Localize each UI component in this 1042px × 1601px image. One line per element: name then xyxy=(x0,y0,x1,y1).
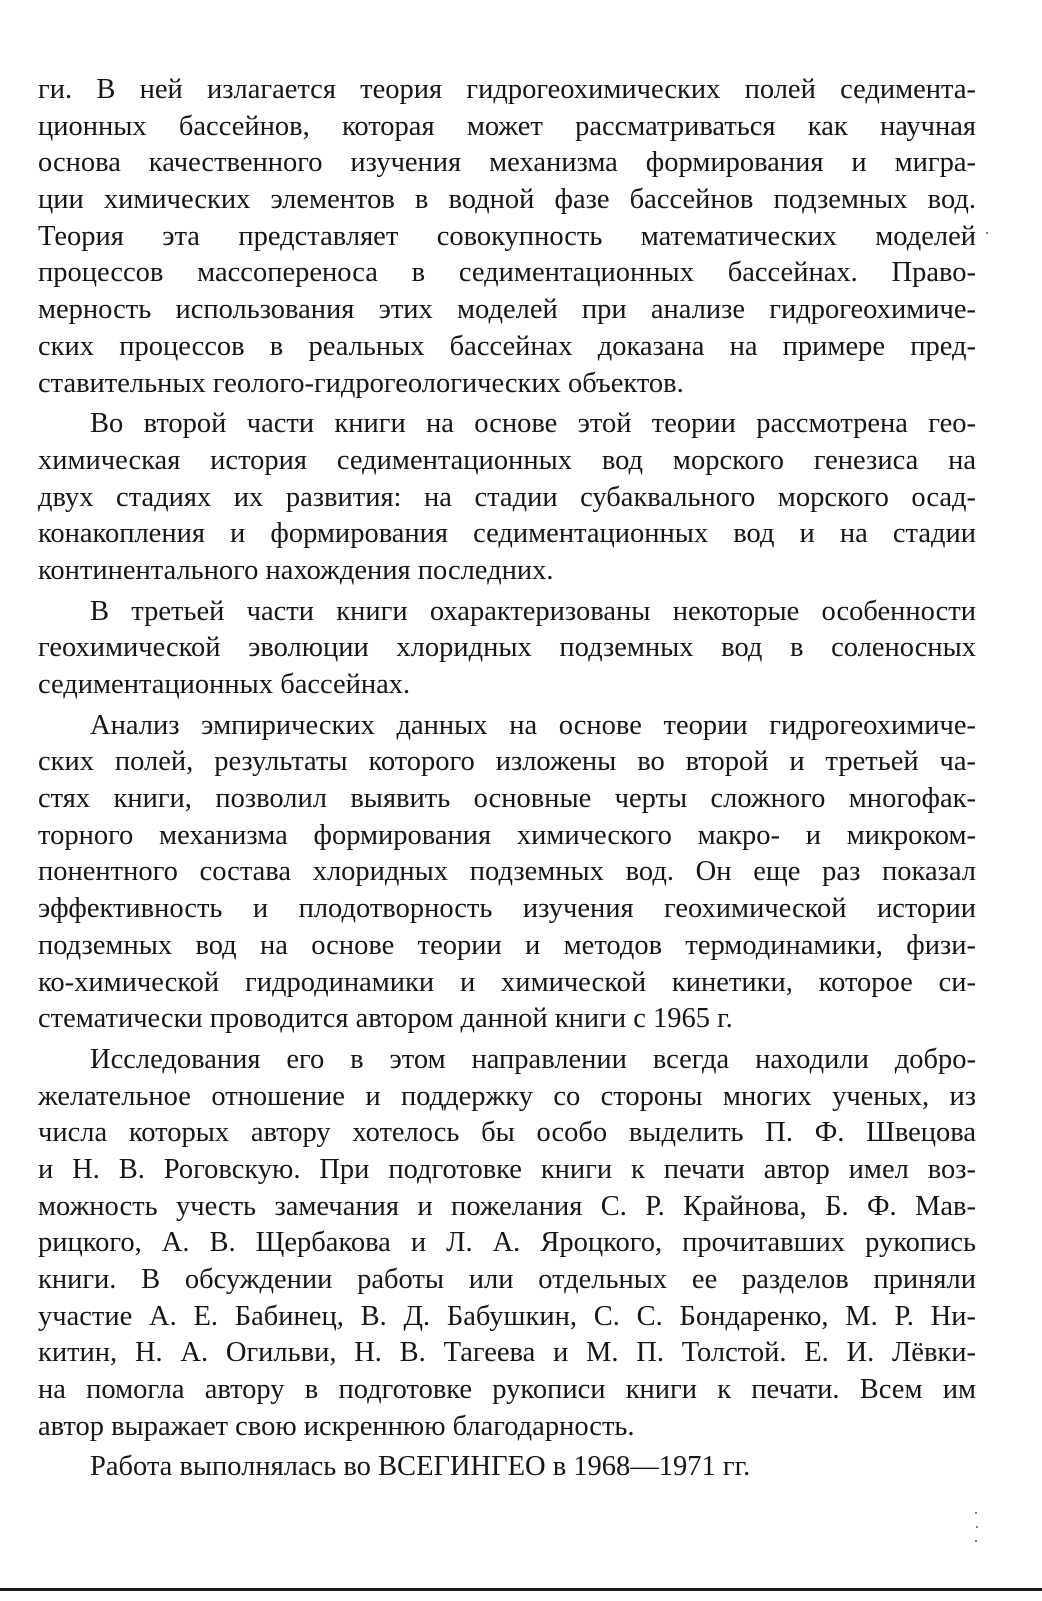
text-line: Исследования его в этом направлении всегда находили добро- xyxy=(90,1043,976,1075)
page-text xyxy=(38,72,976,1486)
text-line: Теория эта представляет совокупность математических моделей xyxy=(38,220,976,252)
text-line: книги. В обсуждении работы или отдельных ее разделов приняли xyxy=(38,1264,976,1295)
text-line: континентального нахождения последних. xyxy=(38,554,554,586)
text-line: понентного состава хлоридных подземных вод. Он еще раз показал xyxy=(38,856,976,888)
text-line: ко-химической гидродинамики и химической кинетики, которое си- xyxy=(38,966,976,998)
text-line: ционных бассейнов, которая может рассматриваться как научная xyxy=(38,110,976,142)
text-line: Во второй части книги на основе этой теории рассмотрена гео- xyxy=(90,408,976,440)
paragraph-3 xyxy=(38,594,976,704)
scan-speck xyxy=(975,1540,977,1542)
paragraph-4 xyxy=(38,708,976,1038)
text-line: стематически проводится автором данной книги с 1965 г. xyxy=(38,1003,733,1035)
text-line: числа которых автору хотелось бы особо выделить П. Ф. Швецова xyxy=(38,1117,976,1149)
text-line: участие А. Е. Бабинец, В. Д. Бабушкин, С. С. Бондаренко, М. Р. Ни- xyxy=(38,1300,976,1332)
text-line: ции химических элементов в водной фазе бассейнов подземных вод. xyxy=(38,184,976,216)
text-line: рицкого, А. В. Щербакова и Л. А. Яроцкого, прочитавших рукопись xyxy=(38,1227,976,1259)
text-line: подземных вод на основе теории и методов термодинамики, физи- xyxy=(38,929,976,961)
text-line: геохимической эволюции хлоридных подземных вод в соленосных xyxy=(38,632,976,664)
text-line: конакопления и формирования седиментационных вод и на стадии xyxy=(38,518,976,550)
paragraph-2 xyxy=(38,406,976,589)
text-line: ских полей, результаты которого изложены во второй и третьей ча- xyxy=(38,746,976,778)
text-line: ставительных геолого-гидрогеологических объектов. xyxy=(38,367,684,399)
text-line: на помогла автору в подготовке рукописи книги к печати. Всем им xyxy=(38,1374,976,1406)
text-line: процессов массопереноса в седиментационных бассейнах. Право- xyxy=(38,257,976,289)
text-line: мерность использования этих моделей при анализе гидрогеохимиче- xyxy=(38,294,976,326)
text-line: желательное отношение и поддержку со стороны многих ученых, из xyxy=(38,1080,976,1112)
paragraph-6 xyxy=(38,1449,976,1486)
text-line: Анализ эмпирических данных на основе теории гидрогеохимиче- xyxy=(90,709,976,741)
text-line: основа качественного изучения механизма формирования и мигра- xyxy=(38,147,976,179)
scan-speck xyxy=(986,232,988,234)
text-line: можность учесть замечания и пожелания С. Р. Крайнова, Б. Ф. Мав- xyxy=(38,1190,976,1222)
text-line: и Н. В. Роговскую. При подготовке книги к печати автор имел воз- xyxy=(38,1153,976,1185)
scan-speck xyxy=(975,1512,977,1514)
paragraph-1 xyxy=(38,72,976,402)
text-line: ги. В ней излагается теория гидрогеохимических полей седимента- xyxy=(38,74,976,105)
text-line: эффективность и плодотворность изучения геохимической истории xyxy=(38,893,976,925)
text-line: В третьей части книги охарактеризованы некоторые особенности xyxy=(90,595,976,627)
text-line: торного механизма формирования химического макро- и микроком- xyxy=(38,819,976,851)
scan-speck xyxy=(976,1526,978,1528)
text-line: седиментационных бассейнах. xyxy=(38,669,411,700)
text-line: стях книги, позволил выявить основные черты сложного многофак- xyxy=(38,783,976,815)
page-bottom-edge xyxy=(0,1588,1042,1591)
text-line: китин, Н. А. Огильви, Н. В. Тагеева и М. П. Толстой. Е. И. Лёвки- xyxy=(38,1337,976,1369)
text-line: Работа выполнялась во ВСЕГИНГЕО в 1968—1971 гг. xyxy=(90,1451,751,1483)
text-line: ских процессов в реальных бассейнах доказана на примере пред- xyxy=(38,330,976,362)
text-line: двух стадиях их развития: на стадии субаквального морского осад- xyxy=(38,481,976,513)
text-line: химическая история седиментационных вод морского генезиса на xyxy=(38,444,976,476)
paragraph-5 xyxy=(38,1042,976,1446)
text-line: автор выражает свою искреннюю благодарность. xyxy=(38,1410,635,1442)
